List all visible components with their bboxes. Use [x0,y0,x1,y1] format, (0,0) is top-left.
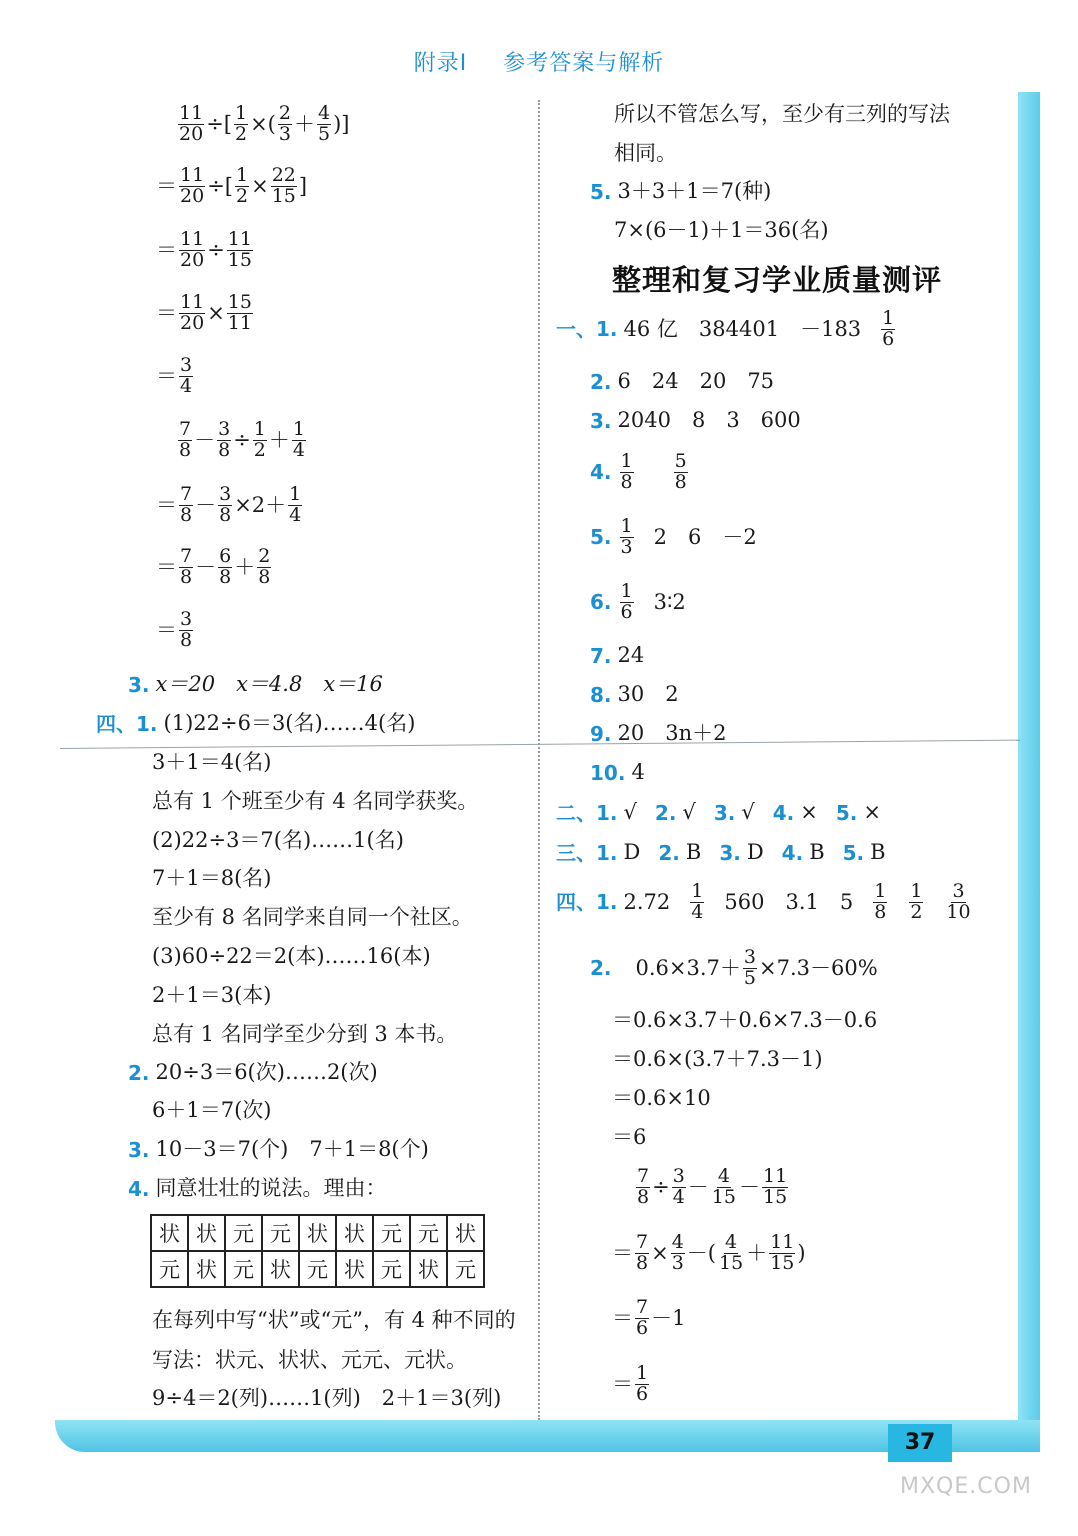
s4-q1-line1: 四、1. (1)22÷6＝3(名)……4(名) [96,711,416,736]
grid-row [151,1215,484,1251]
one-q7: 7. 24 [590,643,645,668]
grid-cell: 状 [151,1215,188,1251]
grid-cell: 元 [262,1215,299,1251]
one-q3: 3. 2040 8 3 600 [590,408,801,433]
s4-q2-line2: 6＋1＝7(次) [152,1098,272,1122]
right-top-line1: 所以不管怎么写，至少有三列的写法 [614,102,950,126]
four-q2-calc1-line5: ＝6 [612,1125,647,1149]
four-q2-calc2-line1: $\frac{7}{8}$ ÷ $\frac{3}{4}$ － $\frac{4}{15}$ － $\frac{11}{15}$ [637,1165,788,1208]
s4-q3-line1: 3. 10－3＝7(个) 7＋1＝8(个) [128,1137,429,1162]
grid-cell: 状 [188,1215,225,1251]
s4-line: (3)60÷22＝2(本)……16(本) [152,944,431,968]
calc1-line1: $\frac{11}{20}$ ÷[ $\frac{1}{2}$ ×( $\frac{2}{3}$ ＋ $\frac{4}{5}$ )] [179,102,350,145]
grid-cell: 状 [336,1215,373,1251]
s4-q4-line1: 4. 同意壮壮的说法。理由： [128,1176,387,1201]
one-q8: 8. 30 2 [590,682,679,707]
grid-cell: 状 [262,1251,299,1287]
s4-after-line: 写法：状元、状状、元元、元状。 [152,1348,467,1372]
right-top-line2: 相同。 [614,141,677,165]
one-q2: 2. 6 24 20 75 [590,369,775,394]
page-header [0,46,1078,77]
three-answers: 三、1. D 2. B 3. D 4. B 5. B [556,840,886,865]
section-title: 整理和复习学业质量测评 [612,263,943,297]
page-edge-right [1018,92,1040,1452]
header-title: 参考答案与解析 [503,51,665,76]
grid-cell: 状 [299,1215,336,1251]
s4-line: 至少有 8 名同学来自同一个社区。 [152,905,473,929]
four-q2-calc1-line4: ＝0.6×10 [612,1086,711,1110]
calc1-line2: ＝ $\frac{11}{20}$ ÷[ $\frac{1}{2}$ × $\frac{22}{15}$ ] [156,164,308,207]
header-appendix: 附录Ⅰ [413,51,468,76]
s4-after-line: 9÷4＝2(列)……1(列) 2＋1＝3(列) [152,1386,502,1410]
grid-cell: 元 [299,1251,336,1287]
page-number: 37 [888,1424,952,1462]
four-q2-calc2-line3: ＝ $\frac{7}{6}$ －1 [612,1296,686,1339]
watermark-text: MXQE.COM [900,1474,1032,1499]
s4-line: 7＋1＝8(名) [152,866,272,890]
s4-line: 总有 1 名同学至少分到 3 本书。 [152,1022,458,1046]
two-answers: 二、1. √ 2. √ 3. √ 4. × 5. × [556,800,881,825]
grid-cell: 元 [447,1251,484,1287]
calc2-line3: ＝ $\frac{7}{8}$ － $\frac{6}{8}$ ＋ $\frac{2}{8}$ [156,545,271,588]
one-q9: 9. 20 3n＋2 [590,721,727,746]
grid-cell: 状 [447,1215,484,1251]
calc1-line5: ＝ $\frac{3}{4}$ [156,354,193,397]
one-q10: 10. 4 [590,760,645,785]
four-q2-calc2-line2: ＝ $\frac{7}{8}$ × $\frac{4}{3}$ －( $\frac{4}{15}$ ＋ $\frac{11}{15}$ ) [612,1231,806,1274]
calc2-line4: ＝ $\frac{3}{8}$ [156,608,193,651]
s4-line: 2＋1＝3(本) [152,983,272,1007]
grid-cell: 状 [336,1251,373,1287]
four-q2-calc1-line3: ＝0.6×(3.7＋7.3－1) [612,1047,823,1071]
s4-line: 3＋1＝4(名) [152,750,272,774]
answer-grid [150,1214,485,1288]
grid-cell: 状 [188,1251,225,1287]
calc2-line1: $\frac{7}{8}$ － $\frac{3}{8}$ ÷ $\frac{1}{2}$ ＋ $\frac{1}{4}$ [179,418,305,461]
calc1-line3: ＝ $\frac{11}{20}$ ÷ $\frac{11}{15}$ [156,228,252,271]
s4-after-line: 在每列中写“状”或“元”，有 4 种不同的 [152,1308,516,1332]
q3-answer: 3. x＝20 x＝4.8 x＝16 [128,672,383,697]
calc1-line4: ＝ $\frac{11}{20}$ × $\frac{15}{11}$ [156,291,252,334]
calc2-line2: ＝ $\frac{7}{8}$ － $\frac{3}{8}$ ×2＋ $\frac{1}{4}$ [156,483,302,526]
grid-cell: 元 [373,1215,410,1251]
right-q5-line1: 5. 3＋3＋1＝7(种) [590,179,772,204]
grid-cell: 元 [225,1215,262,1251]
four-q1: 四、1. 2.72 $\frac{1}{4}$ 560 3.1 5 $\frac{1}{8}$ $\frac{1}{2}$ $\frac{3}{10}$ [556,880,971,923]
right-q5-line2: 7×(6－1)＋1＝36(名) [614,218,829,242]
one-q6: 6. $\frac{1}{6}$ 3∶2 [590,580,686,623]
s4-q2-line1: 2. 20÷3＝6(次)……2(次) [128,1060,378,1085]
four-q2-calc1-line1: 2. 0.6×3.7＋ $\frac{3}{5}$ ×7.3－60% [590,946,878,989]
column-divider [538,100,540,1420]
s4-line: (2)22÷3＝7(名)……1(名) [152,828,404,852]
one-q4: 4. $\frac{1}{8}$ $\frac{5}{8}$ [590,450,687,493]
grid-cell: 元 [225,1251,262,1287]
one-q5: 5. $\frac{1}{3}$ 2 6 －2 [590,515,757,558]
four-q2-calc1-line2: ＝0.6×3.7＋0.6×7.3－0.6 [612,1008,878,1032]
grid-cell: 元 [373,1251,410,1287]
grid-row [151,1251,484,1287]
grid-cell: 元 [151,1251,188,1287]
s4-line: 总有 1 个班至少有 4 名同学获奖。 [152,789,479,813]
one-q1: 一、1. 46 亿 384401 －183 $\frac{1}{6}$ [556,307,895,350]
grid-cell: 元 [410,1215,447,1251]
four-q2-calc2-line4: ＝ $\frac{1}{6}$ [612,1362,649,1405]
grid-cell: 状 [410,1251,447,1287]
